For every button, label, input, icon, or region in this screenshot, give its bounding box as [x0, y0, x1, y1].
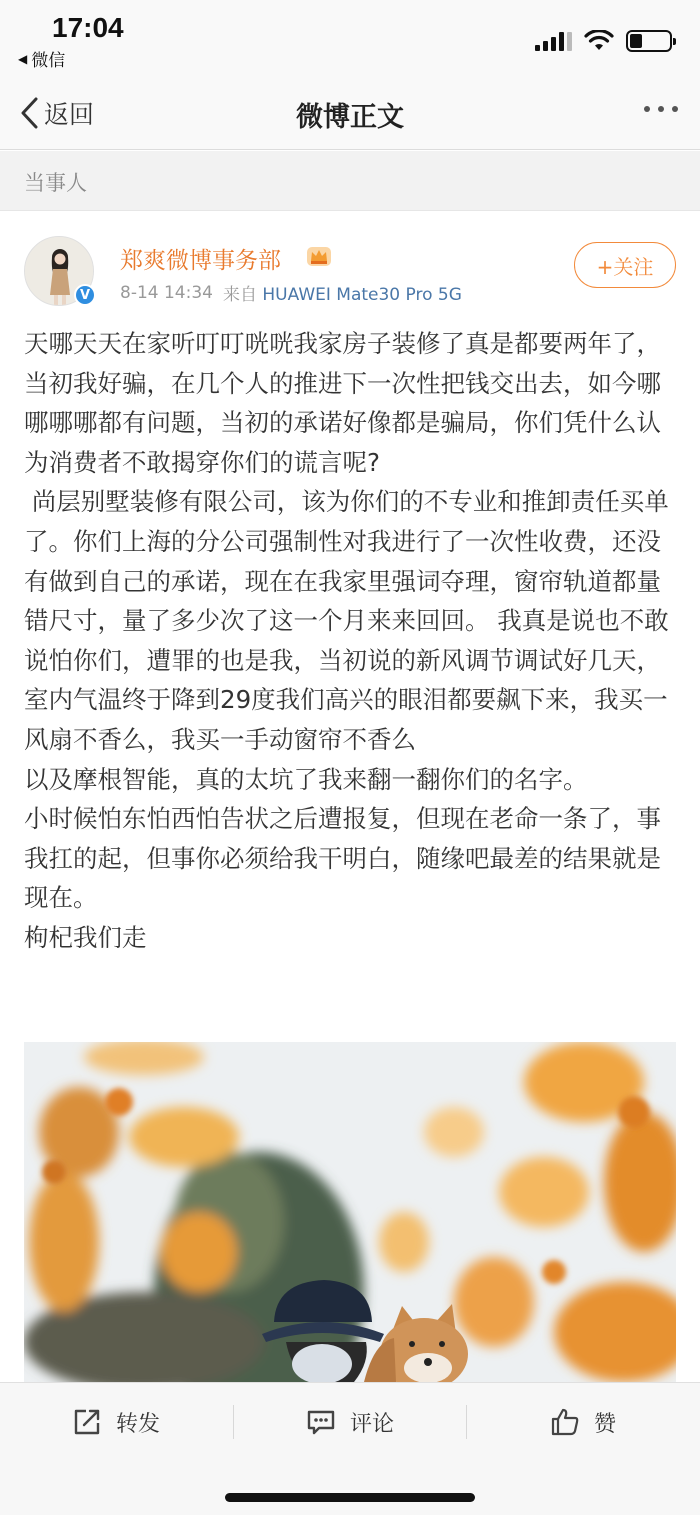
like-label: 赞 — [594, 1411, 617, 1437]
crown-icon — [306, 244, 332, 268]
section-label: 当事人 — [24, 171, 87, 195]
repost-icon — [72, 1407, 102, 1437]
battery-icon — [626, 30, 672, 52]
repost-label: 转发 — [116, 1411, 161, 1437]
comment-button[interactable] — [306, 1403, 394, 1441]
verified-badge-icon: V — [74, 284, 96, 306]
like-button[interactable] — [550, 1403, 616, 1441]
author-name[interactable]: 郑爽微博事务部 — [120, 248, 281, 274]
back-app-label: 微信 — [31, 51, 66, 71]
repost-button[interactable] — [72, 1403, 160, 1441]
post-body-text: 天哪天天在家听叮叮咣咣我家房子装修了真是都要两年了，当初我好骗，在几个人的推进下一次性把钱交出去，如今哪哪哪哪都有问题，当初的承诺好像都是骗局，你们凭什么认为消费者不敢揭穿你们的谎言呢? 尚层别墅装修有限公司，该为你们的不专业和推卸责任买单了。你们上海的分公司强制性对我进行了一次性收费，还没有做到自己的承诺，现在在我家里强词夺理，窗帘轨道都量错尺寸，量了多少次了这一个月来来回回。 我真是说也不敢说怕你们，遭罪的也是我，当初说的新风调节调试好几天，室内气温终于降到29度我们高兴的眼泪都要飙下来，我买一风扇不香么，我买一手动窗帘不香么 以及摩根智能，真的太坑了我来翻一翻你们的名字。 小时候怕东怕西怕告状之后遭报复，但现在老命一条了，事我扛的起，但事你必须给我干明白，随缘吧最差的结果就是现在。 枸杞我们走 — [24, 329, 669, 952]
signal-icon — [535, 31, 572, 51]
wifi-icon — [584, 30, 614, 52]
status-bar — [0, 0, 700, 78]
more-dots-icon[interactable] — [644, 106, 678, 112]
post-source[interactable]: HUAWEI Mate30 Pro 5G — [262, 285, 462, 305]
toolbar-divider — [466, 1405, 467, 1439]
page-title: 微博正文 — [296, 102, 404, 133]
thumbs-up-icon — [550, 1407, 580, 1437]
post-image[interactable] — [24, 1042, 676, 1382]
toolbar-divider — [233, 1405, 234, 1439]
status-time: 17:04 — [52, 12, 124, 43]
section-header — [0, 151, 700, 211]
author-row — [0, 212, 700, 320]
back-triangle-icon: ◀ — [18, 51, 28, 66]
comment-icon — [306, 1407, 336, 1437]
follow-button[interactable]: +关注 — [574, 242, 676, 288]
status-icons — [535, 30, 672, 52]
home-indicator — [225, 1493, 475, 1502]
post-meta — [120, 280, 462, 305]
nav-bar — [0, 78, 700, 150]
comment-label: 评论 — [350, 1411, 395, 1437]
post-date: 8-14 14:34 — [120, 282, 213, 303]
back-to-app-link[interactable] — [18, 46, 65, 71]
source-prefix: 来自 — [222, 285, 257, 305]
back-label: 返回 — [44, 100, 95, 129]
